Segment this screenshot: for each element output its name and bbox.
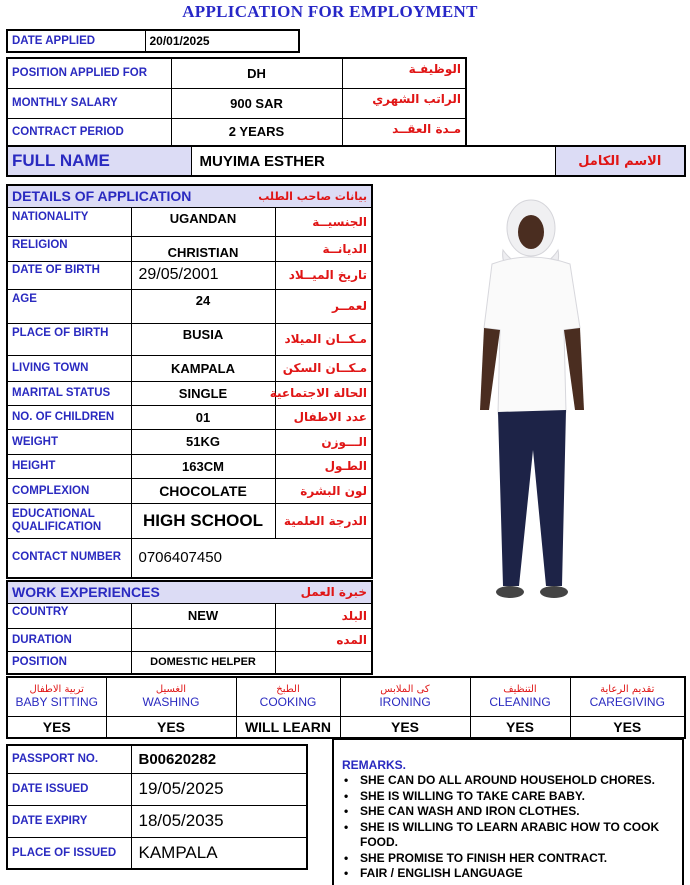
dob-row [7, 261, 372, 289]
work-heading-arabic: خبرة العمل [275, 581, 372, 603]
details-table [6, 184, 373, 579]
skill-cleaning [470, 677, 570, 716]
date-applied-value: 20/01/2025 [145, 30, 299, 52]
salary-arabic: الراتب الشهري [342, 88, 466, 118]
date-issued-row [7, 773, 307, 805]
passport-table [6, 744, 308, 870]
skill-cooking-en: COOKING [259, 695, 317, 710]
religion-label: RELIGION [7, 236, 131, 261]
nationality-label: NATIONALITY [7, 207, 131, 236]
height-label: HEIGHT [7, 454, 131, 478]
skill-ironing-en: IRONING [379, 695, 431, 710]
country-row [7, 603, 372, 628]
weight-label: WEIGHT [7, 429, 131, 454]
date-expiry-label: DATE EXPIRY [7, 805, 131, 837]
position-value: DH [171, 58, 342, 88]
duration-arabic: المده [275, 628, 372, 651]
work-table [6, 580, 373, 675]
work-position-label: POSITION [7, 651, 131, 674]
place-issued-row [7, 837, 307, 869]
remark-item: • FAIR / ENGLISH LANGUAGE [342, 866, 682, 882]
weight-row [7, 429, 372, 454]
marital-row [7, 381, 372, 405]
duration-row [7, 628, 372, 651]
skill-cleaning-ar: التنظيف [503, 684, 537, 696]
country-arabic: البلد [275, 603, 372, 628]
duration-label: DURATION [7, 628, 131, 651]
skill-ironing [340, 677, 470, 716]
height-value: 163CM [131, 454, 275, 478]
marital-value: SINGLE [131, 381, 275, 405]
skill-cooking-ar: الطبخ [276, 684, 300, 696]
skills-table [6, 676, 686, 739]
skill-washing [106, 677, 236, 716]
skills-value-row [7, 716, 685, 738]
skill-ironing-value: YES [340, 716, 470, 738]
age-label: AGE [7, 289, 131, 323]
full-name-label: FULL NAME [7, 146, 191, 176]
position-label: POSITION APPLIED FOR [7, 58, 171, 88]
skill-baby-sitting [7, 677, 106, 716]
passport-no-row [7, 745, 307, 773]
contract-label: CONTRACT PERIOD [7, 118, 171, 146]
work-heading-row [7, 581, 372, 603]
education-row [7, 503, 372, 538]
living-town-row [7, 355, 372, 381]
date-expiry-value: 18/05/2035 [131, 805, 307, 837]
complexion-label: COMPLEXION [7, 478, 131, 503]
skills-header-row [7, 677, 685, 716]
skill-ironing-ar: كى الملابس [380, 684, 430, 696]
religion-value: CHRISTIAN [131, 236, 275, 261]
children-row [7, 405, 372, 429]
nationality-value: UGANDAN [131, 207, 275, 236]
dob-value: 29/05/2001 [131, 261, 275, 289]
dob-arabic: تاريخ الميــلاد [275, 261, 372, 289]
contact-label: CONTACT NUMBER [7, 538, 131, 578]
salary-row [7, 88, 466, 118]
complexion-value: CHOCOLATE [131, 478, 275, 503]
place-issued-value: KAMPALA [131, 837, 307, 869]
height-row [7, 454, 372, 478]
dob-label: DATE OF BIRTH [7, 261, 131, 289]
salary-label: MONTHLY SALARY [7, 88, 171, 118]
remark-item: • SHE CAN WASH AND IRON CLOTHES. [342, 804, 682, 820]
skill-baby-sitting-value: YES [7, 716, 106, 738]
skill-washing-en: WASHING [142, 695, 200, 710]
applicant-photo [440, 188, 620, 608]
skill-washing-ar: الغسيل [155, 684, 187, 696]
pob-row [7, 323, 372, 355]
age-row [7, 289, 372, 323]
details-heading: DETAILS OF APPLICATION [7, 185, 275, 207]
work-heading: WORK EXPERIENCES [7, 581, 275, 603]
contract-arabic: مـدة العقــد [342, 118, 466, 146]
skill-washing-value: YES [106, 716, 236, 738]
contract-value: 2 YEARS [171, 118, 342, 146]
date-issued-value: 19/05/2025 [131, 773, 307, 805]
complexion-arabic: لون البشرة [275, 478, 372, 503]
remarks-list [342, 773, 682, 882]
religion-arabic: الديانــة [275, 236, 372, 261]
full-name-arabic: الاسم الكامل [555, 146, 685, 176]
skill-cooking-value: WILL LEARN [236, 716, 340, 738]
education-label: EDUCATIONAL QUALIFICATION [7, 503, 131, 538]
skill-baby-sitting-en: BABY SITTING [15, 695, 98, 710]
education-arabic: الدرجة العلمية [275, 503, 372, 538]
children-label: NO. OF CHILDREN [7, 405, 131, 429]
age-arabic: لعمــر [275, 289, 372, 323]
living-town-value: KAMPALA [131, 355, 275, 381]
skill-caregiving [570, 677, 685, 716]
person-figure-icon [440, 188, 620, 608]
skill-baby-sitting-ar: تربية الاطفال [29, 684, 84, 696]
work-position-row [7, 651, 372, 674]
living-town-label: LIVING TOWN [7, 355, 131, 381]
children-arabic: عدد الاطفال [275, 405, 372, 429]
skill-caregiving-en: CAREGIVING [589, 695, 665, 710]
religion-row [7, 236, 372, 261]
nationality-arabic: الجنسيــة [275, 207, 372, 236]
salary-value: 900 SAR [171, 88, 342, 118]
pob-label: PLACE OF BIRTH [7, 323, 131, 355]
age-value: 24 [131, 289, 275, 323]
details-heading-arabic: بيانات صاحب الطلب [275, 185, 372, 207]
complexion-row [7, 478, 372, 503]
date-expiry-row [7, 805, 307, 837]
place-issued-label: PLACE OF ISSUED [7, 837, 131, 869]
duration-value [131, 628, 275, 651]
position-arabic: الوظيفـة [342, 58, 466, 88]
remark-item: • SHE PROMISE TO FINISH HER CONTRACT. [342, 851, 682, 867]
details-heading-row [7, 185, 372, 207]
nationality-row [7, 207, 372, 236]
children-value: 01 [131, 405, 275, 429]
skill-caregiving-ar: تقديم الرعاية [600, 684, 655, 696]
weight-arabic: الـــوزن [275, 429, 372, 454]
contact-row [7, 538, 372, 578]
full-name-table [6, 145, 686, 177]
skill-cooking [236, 677, 340, 716]
remark-item: • SHE IS WILLING TO LEARN ARABIC HOW TO COOK FOOD. [342, 820, 682, 851]
pob-value: BUSIA [131, 323, 275, 355]
remark-item: • SHE IS WILLING TO TAKE CARE BABY. [342, 789, 682, 805]
passport-no-label: PASSPORT NO. [7, 745, 131, 773]
country-label: COUNTRY [7, 603, 131, 628]
skill-caregiving-value: YES [570, 716, 685, 738]
marital-label: MARITAL STATUS [7, 381, 131, 405]
date-issued-label: DATE ISSUED [7, 773, 131, 805]
passport-no-value: B00620282 [131, 745, 307, 773]
date-applied-table [6, 29, 300, 53]
pob-arabic: مـكــان الميلاد [275, 323, 372, 355]
education-value: HIGH SCHOOL [131, 503, 275, 538]
job-terms-table [6, 57, 467, 147]
remarks-heading: REMARKS. [342, 758, 407, 772]
weight-value: 51KG [131, 429, 275, 454]
skill-cleaning-value: YES [470, 716, 570, 738]
work-position-value: DOMESTIC HELPER [131, 651, 275, 674]
work-position-arabic [275, 651, 372, 674]
remarks-box [332, 738, 684, 885]
height-arabic: الطـول [275, 454, 372, 478]
contact-value: 0706407450 [131, 538, 372, 578]
skill-cleaning-en: CLEANING [489, 695, 551, 710]
contract-row [7, 118, 466, 146]
date-applied-label: DATE APPLIED [7, 30, 145, 52]
page-title: APPLICATION FOR EMPLOYMENT [182, 2, 478, 21]
full-name-value: MUYIMA ESTHER [191, 146, 555, 176]
remark-item: • SHE CAN DO ALL AROUND HOUSEHOLD CHORES. [342, 773, 682, 789]
country-value: NEW [131, 603, 275, 628]
position-row [7, 58, 466, 88]
marital-arabic: الحالة الاجتماعية [275, 381, 372, 405]
living-town-arabic: مـكــان السكن [275, 355, 372, 381]
